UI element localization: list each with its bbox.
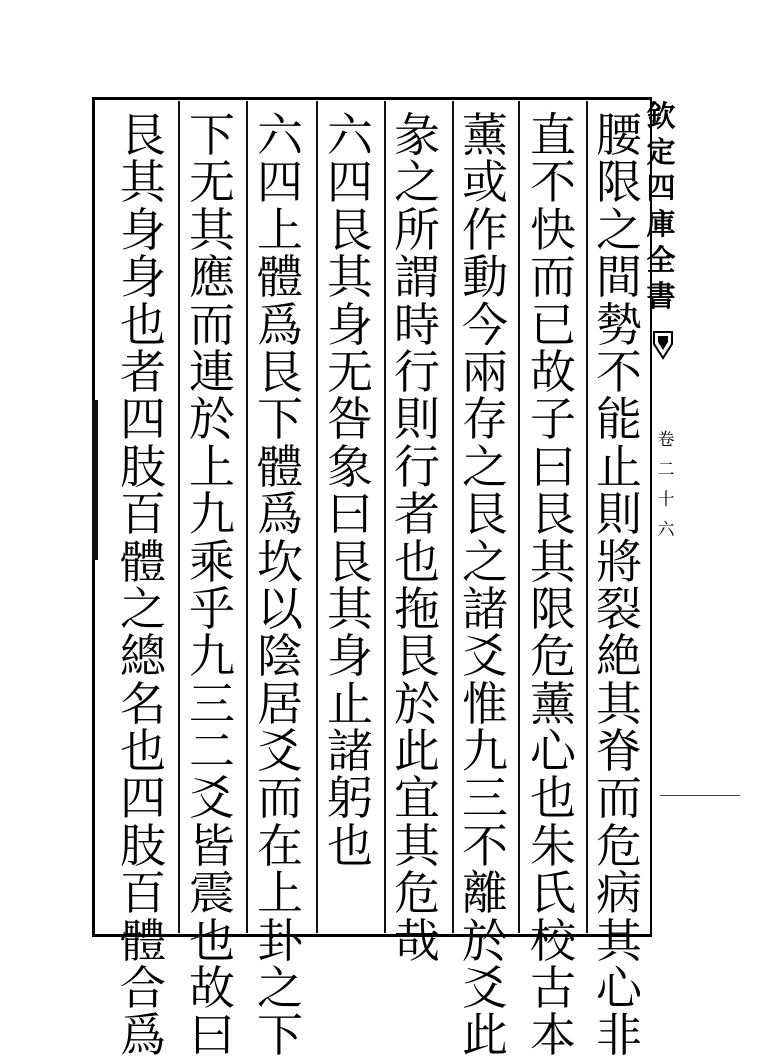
column-char: 體 <box>120 534 166 589</box>
column-char: 心 <box>530 724 576 779</box>
title-char: 欽 <box>646 99 676 133</box>
column-char: 下 <box>257 392 303 447</box>
column-char: 朱 <box>530 818 576 873</box>
column-char: 居 <box>257 676 303 731</box>
column-char: 心 <box>596 961 642 1016</box>
column-char: 六 <box>257 108 303 162</box>
column-char: 爻 <box>462 961 508 1016</box>
column-char: 无 <box>327 344 373 399</box>
column-char: 體 <box>257 439 303 494</box>
column-char: 氏 <box>530 866 576 921</box>
left-edge-mark <box>92 400 98 560</box>
column-char: 九 <box>462 724 508 779</box>
column-char: 躬 <box>327 771 373 826</box>
column-char: 時 <box>394 297 440 352</box>
column-char: 爲 <box>257 297 303 352</box>
column-char: 古 <box>530 961 576 1016</box>
column-char: 故 <box>189 961 235 1016</box>
title-char: 定 <box>646 135 676 169</box>
column-char: 不 <box>462 818 508 873</box>
column-char: 坎 <box>257 534 303 589</box>
column-char: 身 <box>327 629 373 684</box>
column-char: 彖 <box>394 108 440 162</box>
column-char: 今 <box>462 297 508 352</box>
column-char: 乘 <box>189 534 235 589</box>
column-char: 肢 <box>120 818 166 873</box>
juan-char: 十 <box>657 490 675 510</box>
column-char: 此 <box>462 1008 508 1062</box>
text-column-5 <box>321 108 379 873</box>
column-char: 爻 <box>257 724 303 779</box>
column-char: 總 <box>120 629 166 684</box>
column-char: 止 <box>327 676 373 731</box>
column-char: 絶 <box>596 629 642 684</box>
column-char: 百 <box>120 866 166 921</box>
column-char: 之 <box>462 534 508 589</box>
juan-char: 二 <box>657 460 675 480</box>
column-char: 體 <box>257 250 303 305</box>
text-column-7 <box>183 108 241 1062</box>
column-char: 其 <box>394 818 440 873</box>
column-char: 校 <box>530 913 576 968</box>
column-char: 於 <box>189 392 235 447</box>
column-char: 陰 <box>257 629 303 684</box>
column-char: 病 <box>596 866 642 921</box>
column-char: 之 <box>257 961 303 1016</box>
column-char: 子 <box>530 392 576 447</box>
column-char: 本 <box>530 1008 576 1062</box>
column-char: 故 <box>530 344 576 399</box>
column-char: 惟 <box>462 676 508 731</box>
column-rule <box>316 101 318 933</box>
column-char: 危 <box>596 818 642 873</box>
column-char: 无 <box>189 155 235 210</box>
column-char: 離 <box>462 866 508 921</box>
column-char: 勢 <box>596 297 642 352</box>
column-char: 其 <box>189 202 235 257</box>
text-column-8 <box>114 108 172 1062</box>
column-char: 行 <box>394 439 440 494</box>
column-char: 存 <box>462 392 508 447</box>
column-rule <box>384 101 386 933</box>
column-char: 快 <box>530 202 576 257</box>
column-char: 九 <box>189 487 235 542</box>
column-char: 身 <box>120 250 166 305</box>
column-char: 艮 <box>394 629 440 684</box>
column-char: 能 <box>596 392 642 447</box>
title-char: 庫 <box>646 207 676 241</box>
column-char: 四 <box>257 155 303 210</box>
title-char: 書 <box>646 279 676 313</box>
column-char: 爻 <box>189 771 235 826</box>
column-char: 曰 <box>530 439 576 494</box>
column-char: 上 <box>257 202 303 257</box>
column-char: 咎 <box>327 392 373 447</box>
column-char: 之 <box>462 439 508 494</box>
column-char: 諸 <box>327 724 373 779</box>
column-char: 四 <box>327 155 373 210</box>
column-char: 象 <box>327 439 373 494</box>
column-char: 所 <box>394 202 440 257</box>
column-char: 此 <box>394 724 440 779</box>
column-char: 三 <box>462 771 508 826</box>
column-char: 艮 <box>327 202 373 257</box>
column-char: 下 <box>257 1008 303 1062</box>
column-char: 脊 <box>596 724 642 779</box>
column-char: 四 <box>120 392 166 447</box>
column-char: 其 <box>120 155 166 210</box>
column-char: 兩 <box>462 344 508 399</box>
column-char: 艮 <box>530 487 576 542</box>
column-rule <box>246 101 248 933</box>
column-char: 上 <box>257 866 303 921</box>
column-char: 限 <box>530 581 576 636</box>
column-char: 哉 <box>394 913 440 968</box>
column-char: 名 <box>120 676 166 731</box>
column-char: 艮 <box>327 534 373 589</box>
column-char: 行 <box>394 344 440 399</box>
column-char: 其 <box>327 250 373 305</box>
column-char: 應 <box>189 250 235 305</box>
juan-number-margin <box>656 425 676 545</box>
column-rule <box>586 101 588 933</box>
column-char: 在 <box>257 818 303 873</box>
column-char: 則 <box>394 392 440 447</box>
column-char: 也 <box>120 297 166 352</box>
column-char: 裂 <box>596 581 642 636</box>
text-column-2 <box>524 108 582 1062</box>
column-char: 則 <box>596 487 642 542</box>
column-char: 薰 <box>462 108 508 162</box>
column-char: 動 <box>462 250 508 305</box>
text-column-4 <box>388 108 446 968</box>
column-char: 而 <box>257 771 303 826</box>
column-char: 而 <box>189 297 235 352</box>
column-char: 二 <box>189 724 235 779</box>
column-char: 身 <box>327 297 373 352</box>
column-char: 體 <box>120 913 166 968</box>
margin-line <box>660 795 740 796</box>
text-column-1 <box>590 108 648 1062</box>
column-char: 合 <box>120 961 166 1016</box>
column-char: 之 <box>120 581 166 636</box>
column-char: 薰 <box>530 676 576 731</box>
column-rule <box>518 101 520 933</box>
column-char: 下 <box>189 108 235 162</box>
column-char: 危 <box>530 629 576 684</box>
column-char: 直 <box>530 108 576 162</box>
column-char: 也 <box>189 913 235 968</box>
column-char: 其 <box>530 534 576 589</box>
column-char: 於 <box>394 676 440 731</box>
column-char: 作 <box>462 202 508 257</box>
column-char: 其 <box>596 676 642 731</box>
title-char: 四 <box>646 171 676 205</box>
column-char: 也 <box>120 724 166 779</box>
column-char: 皆 <box>189 818 235 873</box>
column-char: 肢 <box>120 439 166 494</box>
column-char: 曰 <box>327 487 373 542</box>
column-char: 將 <box>596 534 642 589</box>
column-char: 艮 <box>462 487 508 542</box>
text-column-6 <box>251 108 309 1062</box>
column-char: 六 <box>327 108 373 162</box>
column-char: 之 <box>394 155 440 210</box>
text-column-3 <box>456 108 514 1062</box>
juan-char: 六 <box>657 520 675 540</box>
column-char: 止 <box>596 439 642 494</box>
column-rule <box>178 101 180 933</box>
column-char: 百 <box>120 487 166 542</box>
column-char: 身 <box>120 202 166 257</box>
column-char: 謂 <box>394 250 440 305</box>
column-char: 間 <box>596 250 642 305</box>
column-char: 者 <box>120 344 166 399</box>
column-char: 拖 <box>394 581 440 636</box>
column-char: 於 <box>462 913 508 968</box>
column-char: 三 <box>189 676 235 731</box>
column-char: 或 <box>462 155 508 210</box>
title-char: 全 <box>646 243 676 277</box>
column-rule <box>452 101 454 933</box>
column-char: 危 <box>394 866 440 921</box>
column-char: 限 <box>596 155 642 210</box>
column-char: 已 <box>530 297 576 352</box>
column-char: 九 <box>189 629 235 684</box>
column-char: 爲 <box>120 1008 166 1062</box>
column-char: 震 <box>189 866 235 921</box>
column-char: 乎 <box>189 581 235 636</box>
column-char: 曰 <box>189 1008 235 1062</box>
column-char: 爻 <box>462 629 508 684</box>
column-char: 也 <box>394 534 440 589</box>
column-char: 艮 <box>120 108 166 162</box>
column-char: 諸 <box>462 581 508 636</box>
column-char: 不 <box>530 155 576 210</box>
column-char: 也 <box>327 818 373 873</box>
column-char: 之 <box>596 202 642 257</box>
column-char: 連 <box>189 344 235 399</box>
column-char: 上 <box>189 439 235 494</box>
column-char: 者 <box>394 487 440 542</box>
column-char: 四 <box>120 771 166 826</box>
fishtail-mark-icon <box>652 330 674 360</box>
column-char: 也 <box>530 771 576 826</box>
column-char: 而 <box>596 771 642 826</box>
column-char: 而 <box>530 250 576 305</box>
column-char: 腰 <box>596 108 642 162</box>
book-title-margin <box>648 98 674 314</box>
column-char: 不 <box>596 344 642 399</box>
column-char: 其 <box>596 913 642 968</box>
column-char: 艮 <box>257 344 303 399</box>
column-char: 卦 <box>257 913 303 968</box>
column-char: 爲 <box>257 487 303 542</box>
column-char: 其 <box>327 581 373 636</box>
column-char: 宜 <box>394 771 440 826</box>
column-char: 以 <box>257 581 303 636</box>
juan-char: 卷 <box>657 430 675 450</box>
column-char: 非 <box>596 1008 642 1062</box>
